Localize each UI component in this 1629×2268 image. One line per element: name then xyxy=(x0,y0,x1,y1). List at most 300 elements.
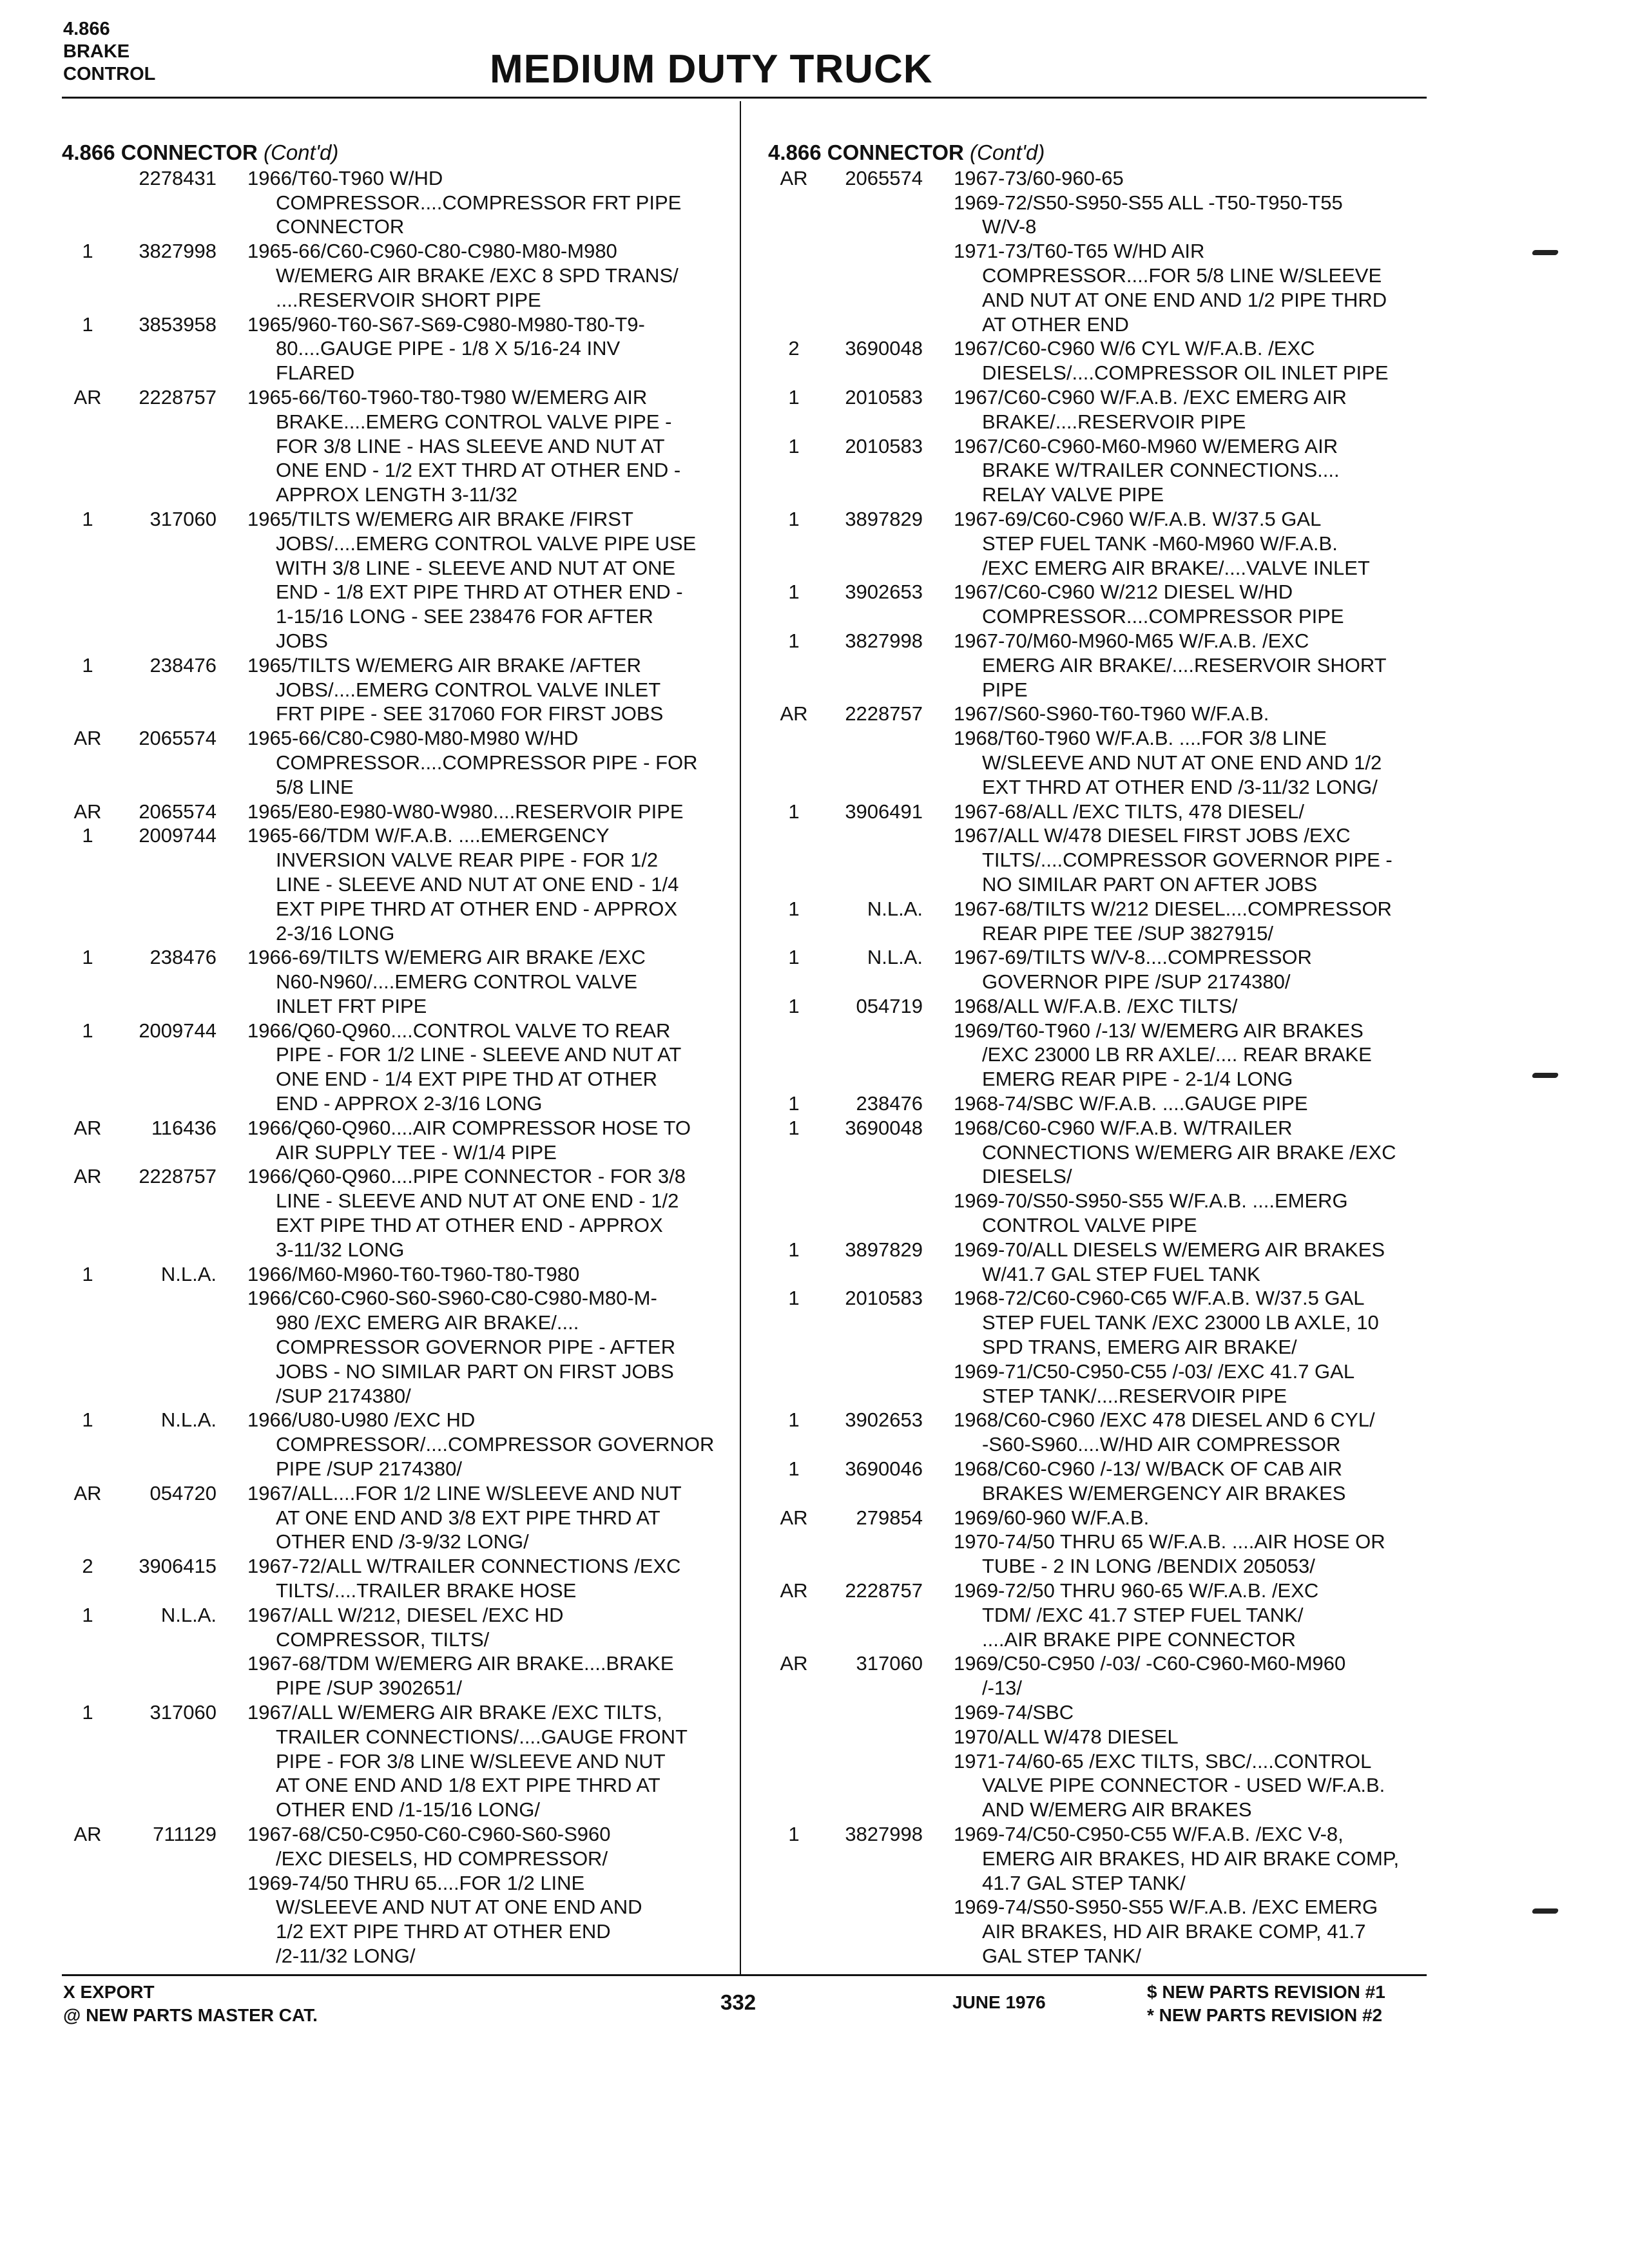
part-entry xyxy=(62,1408,726,1481)
description-line: 1967-68/C50-C950-C60-C960-S60-S960 xyxy=(247,1822,611,1845)
quantity: AR xyxy=(73,1165,102,1188)
part-number: 054720 xyxy=(149,1481,217,1504)
quantity: 1 xyxy=(788,434,800,457)
part-description xyxy=(954,897,1431,946)
description-line: ONE END - 1/2 EXT THRD AT OTHER END - xyxy=(276,459,681,482)
description-line: W/SLEEVE AND NUT AT ONE END AND 1/2 xyxy=(982,751,1382,774)
description-line: CONTROL VALVE PIPE xyxy=(982,1214,1197,1237)
description-line: INLET FRT PIPE xyxy=(276,994,427,1017)
part-description xyxy=(247,1481,724,1554)
description-line: 1967-68/TILTS W/212 DIESEL....COMPRESSOR xyxy=(954,897,1392,920)
quantity: 1 xyxy=(82,1408,93,1432)
quantity: 1 xyxy=(788,1238,800,1261)
footer-rule xyxy=(62,1974,1427,1976)
part-entry xyxy=(768,1408,1432,1457)
description-line: EXT PIPE THD AT OTHER END - APPROX xyxy=(276,1214,663,1237)
section-number: 4.866 xyxy=(63,19,110,39)
part-number: 2009744 xyxy=(139,824,217,847)
part-number: N.L.A. xyxy=(867,946,923,969)
part-number: 116436 xyxy=(151,1116,217,1139)
description-line: 1967/ALL W/212, DIESEL /EXC HD xyxy=(247,1603,564,1626)
page-title: MEDIUM DUTY TRUCK xyxy=(490,47,933,91)
part-number: 2010583 xyxy=(845,1287,923,1310)
description-line: 1967/ALL W/478 DIESEL FIRST JOBS /EXC xyxy=(954,824,1351,847)
description-line: TILTS/....TRAILER BRAKE HOSE xyxy=(276,1579,577,1602)
part-description xyxy=(954,1651,1431,1822)
part-description xyxy=(954,336,1431,385)
left-column xyxy=(62,140,726,1968)
part-number: 3902653 xyxy=(845,1408,923,1432)
part-entry xyxy=(768,580,1432,629)
description-line: BRAKE....EMERG CONTROL VALVE PIPE - xyxy=(276,410,672,433)
description-line: EXT PIPE THRD AT OTHER END - APPROX xyxy=(276,897,678,920)
description-line: 1/2 EXT PIPE THRD AT OTHER END xyxy=(276,1920,611,1943)
part-description xyxy=(954,800,1431,897)
left-heading-text: 4.866 CONNECTOR xyxy=(62,140,258,164)
description-line: 80....GAUGE PIPE - 1/8 X 5/16-24 INV xyxy=(276,337,621,360)
part-entry xyxy=(768,629,1432,702)
part-entry xyxy=(62,1554,726,1603)
part-entry xyxy=(62,1262,726,1408)
quantity: 1 xyxy=(82,1019,93,1042)
description-line: DIESELS/....COMPRESSOR OIL INLET PIPE xyxy=(982,361,1389,385)
description-line: AND NUT AT ONE END AND 1/2 PIPE THRD xyxy=(982,288,1387,311)
part-entry xyxy=(768,1116,1432,1238)
description-line: /EXC EMERG AIR BRAKE/....VALVE INLET xyxy=(982,556,1370,579)
description-line: VALVE PIPE CONNECTOR - USED W/F.A.B. xyxy=(982,1774,1385,1797)
part-number: N.L.A. xyxy=(867,897,923,920)
description-line: JOBS xyxy=(276,629,328,652)
quantity: AR xyxy=(73,1822,102,1845)
part-number: 279854 xyxy=(856,1506,923,1529)
footer-legend-left xyxy=(63,1981,318,2027)
right-heading-text: 4.866 CONNECTOR xyxy=(768,140,964,164)
description-line: GAL STEP TANK/ xyxy=(982,1944,1141,1967)
part-entry xyxy=(768,434,1432,507)
part-description xyxy=(247,1554,724,1603)
part-description xyxy=(247,1408,724,1481)
description-line: ONE END - 1/4 EXT PIPE THD AT OTHER xyxy=(276,1068,658,1091)
description-line: AT ONE END AND 3/8 EXT PIPE THRD AT xyxy=(276,1506,660,1529)
description-line: 1965-66/C80-C980-M80-M980 W/HD xyxy=(247,727,579,750)
part-number: 711129 xyxy=(153,1822,217,1845)
description-line: W/EMERG AIR BRAKE /EXC 8 SPD TRANS/ xyxy=(276,264,679,287)
right-column xyxy=(768,140,1432,1968)
description-line: 980 /EXC EMERG AIR BRAKE/.... xyxy=(276,1311,579,1334)
part-entry xyxy=(62,507,726,653)
part-entry xyxy=(62,1603,726,1700)
description-line: 1966-69/TILTS W/EMERG AIR BRAKE /EXC xyxy=(247,946,646,969)
footer-catalog-note: @ NEW PARTS MASTER CAT. xyxy=(63,2005,318,2025)
description-line: ....RESERVOIR SHORT PIPE xyxy=(276,288,541,311)
description-line: /SUP 2174380/ xyxy=(276,1384,411,1407)
description-line: 1969/60-960 W/F.A.B. xyxy=(954,1506,1150,1529)
description-line: 1966/T60-T960 W/HD xyxy=(247,166,443,189)
description-line: OTHER END /1-15/16 LONG/ xyxy=(276,1798,541,1821)
part-entry xyxy=(768,507,1432,580)
part-number: 3897829 xyxy=(845,1238,923,1261)
part-description xyxy=(954,1822,1431,1968)
part-entry xyxy=(62,1822,726,1968)
right-heading-contd: (Cont'd) xyxy=(970,140,1045,164)
description-line: 1965-66/C60-C960-C80-C980-M80-M980 xyxy=(247,240,617,263)
part-number: 2228757 xyxy=(845,702,923,726)
description-line: 1967-72/ALL W/TRAILER CONNECTIONS /EXC xyxy=(247,1555,681,1578)
description-line: 1966/Q60-Q960....CONTROL VALVE TO REAR xyxy=(247,1019,671,1042)
part-number: 3853958 xyxy=(139,312,217,336)
description-line: FRT PIPE - SEE 317060 FOR FIRST JOBS xyxy=(276,702,664,726)
part-number: 3897829 xyxy=(845,507,923,530)
description-line: 1966/C60-C960-S60-S960-C80-C980-M80-M- xyxy=(247,1287,657,1310)
quantity: 1 xyxy=(788,1822,800,1845)
description-line: 1970/ALL W/478 DIESEL xyxy=(954,1725,1179,1748)
quantity: AR xyxy=(73,727,102,750)
part-entry xyxy=(768,1651,1432,1822)
description-line: 2-3/16 LONG xyxy=(276,921,395,945)
part-description xyxy=(954,1457,1431,1506)
part-description xyxy=(954,385,1431,434)
footer-legend-right xyxy=(1147,1981,1385,2027)
part-description xyxy=(247,507,724,653)
part-description xyxy=(247,945,724,1018)
page-number: 332 xyxy=(720,1990,757,2014)
quantity: 2 xyxy=(82,1555,93,1578)
description-line: 1969/C50-C950 /-03/ -C60-C960-M60-M960 xyxy=(954,1652,1346,1675)
quantity: 1 xyxy=(788,1092,800,1115)
quantity: AR xyxy=(780,1506,808,1529)
part-entry xyxy=(768,166,1432,337)
description-line: OTHER END /3-9/32 LONG/ xyxy=(276,1530,529,1553)
part-entry xyxy=(62,823,726,945)
part-description xyxy=(954,994,1431,1091)
part-entry xyxy=(62,239,726,312)
right-parts-list xyxy=(768,166,1432,1968)
description-line: WITH 3/8 LINE - SLEEVE AND NUT AT ONE xyxy=(276,556,676,579)
part-description xyxy=(247,166,724,239)
part-number: 3827998 xyxy=(845,1822,923,1845)
quantity: AR xyxy=(73,1116,102,1139)
description-line: COMPRESSOR....COMPRESSOR PIPE - FOR xyxy=(276,751,698,774)
description-line: BRAKES W/EMERGENCY AIR BRAKES xyxy=(982,1481,1346,1504)
description-line: LINE - SLEEVE AND NUT AT ONE END - 1/2 xyxy=(276,1189,679,1213)
description-line: JOBS/....EMERG CONTROL VALVE INLET xyxy=(276,678,661,701)
part-number: N.L.A. xyxy=(160,1262,217,1285)
part-number: 2228757 xyxy=(139,385,217,408)
quantity: AR xyxy=(780,166,808,189)
part-entry xyxy=(768,1286,1432,1408)
description-line: 1966/M60-M960-T60-T960-T80-T980 xyxy=(247,1262,580,1285)
part-entry xyxy=(768,1506,1432,1579)
description-line: EMERG AIR BRAKES, HD AIR BRAKE COMP, xyxy=(982,1847,1400,1870)
description-line: AT OTHER END xyxy=(982,312,1129,336)
quantity: AR xyxy=(780,1652,808,1675)
description-line: EXT THRD AT OTHER END /3-11/32 LONG/ xyxy=(982,775,1378,798)
description-line: 1969-71/C50-C950-C55 /-03/ /EXC 41.7 GAL xyxy=(954,1360,1355,1383)
description-line: RELAY VALVE PIPE xyxy=(982,483,1164,506)
part-description xyxy=(247,1603,724,1700)
quantity: 1 xyxy=(82,1603,93,1626)
part-description xyxy=(247,1019,724,1116)
part-entry xyxy=(62,166,726,239)
part-entry xyxy=(768,1822,1432,1968)
description-line: 1967/C60-C960 W/6 CYL W/F.A.B. /EXC xyxy=(954,337,1315,360)
quantity: 1 xyxy=(788,629,800,652)
right-section-heading xyxy=(768,140,1432,165)
part-number: 2065574 xyxy=(845,166,923,189)
description-line: 1969-74/S50-S950-S55 W/F.A.B. /EXC EMERG xyxy=(954,1896,1378,1919)
part-description xyxy=(954,1506,1431,1579)
description-line: CONNECTIONS W/EMERG AIR BRAKE /EXC xyxy=(982,1140,1396,1164)
description-line: 1967-68/TDM W/EMERG AIR BRAKE....BRAKE xyxy=(247,1652,674,1675)
description-line: EMERG REAR PIPE - 2-1/4 LONG xyxy=(982,1068,1293,1091)
description-line: TILTS/....COMPRESSOR GOVERNOR PIPE - xyxy=(982,849,1393,872)
description-line: COMPRESSOR....COMPRESSOR FRT PIPE xyxy=(276,191,682,214)
quantity: 1 xyxy=(82,1262,93,1285)
part-number: 2010583 xyxy=(845,434,923,457)
description-line: 1967-69/C60-C960 W/F.A.B. W/37.5 GAL xyxy=(954,507,1322,530)
description-line: 1968-74/SBC W/F.A.B. ....GAUGE PIPE xyxy=(954,1092,1308,1115)
revision-mark-icon xyxy=(1532,250,1559,255)
description-line: EMERG AIR BRAKE/....RESERVOIR SHORT xyxy=(982,653,1387,677)
part-entry xyxy=(62,653,726,726)
description-line: STEP FUEL TANK /EXC 23000 LB AXLE, 10 xyxy=(982,1311,1379,1334)
description-line: /EXC 23000 LB RR AXLE/.... REAR BRAKE xyxy=(982,1043,1372,1066)
quantity: AR xyxy=(73,385,102,408)
part-number: 3690048 xyxy=(845,1116,923,1139)
part-description xyxy=(247,1116,724,1165)
part-number: 2228757 xyxy=(139,1165,217,1188)
quantity: 1 xyxy=(788,581,800,604)
part-entry xyxy=(62,800,726,824)
section-name-line1: BRAKE xyxy=(63,41,130,62)
quantity: 1 xyxy=(82,824,93,847)
description-line: 1967/ALL W/EMERG AIR BRAKE /EXC TILTS, xyxy=(247,1701,662,1724)
description-line: PIPE xyxy=(982,678,1028,701)
description-line: 1967/C60-C960 W/F.A.B. /EXC EMERG AIR xyxy=(954,385,1347,408)
description-line: DIESELS/ xyxy=(982,1165,1072,1188)
quantity: 1 xyxy=(788,1116,800,1139)
header-rule xyxy=(62,97,1427,99)
revision-mark-icon xyxy=(1532,1073,1559,1078)
description-line: INVERSION VALVE REAR PIPE - FOR 1/2 xyxy=(276,849,659,872)
part-entry xyxy=(62,1164,726,1262)
section-name-line2: CONTROL xyxy=(63,64,156,84)
part-number: 238476 xyxy=(856,1092,923,1115)
description-line: 1969-74/C50-C950-C55 W/F.A.B. /EXC V-8, xyxy=(954,1822,1344,1845)
part-entry xyxy=(768,1579,1432,1651)
description-line: 1968-72/C60-C960-C65 W/F.A.B. W/37.5 GAL xyxy=(954,1287,1365,1310)
description-line: 1967/C60-C960-M60-M960 W/EMERG AIR xyxy=(954,434,1338,457)
description-line: 1967-70/M60-M960-M65 W/F.A.B. /EXC xyxy=(954,629,1309,652)
description-line: 1967-69/TILTS W/V-8....COMPRESSOR xyxy=(954,946,1312,969)
part-entry xyxy=(62,1019,726,1116)
publication-date: JUNE 1976 xyxy=(952,1992,1046,2012)
description-line: /-13/ xyxy=(982,1677,1023,1700)
description-line: CONNECTOR xyxy=(276,215,405,238)
part-number: 238476 xyxy=(149,653,217,677)
description-line: 1965-66/T60-T960-T80-T980 W/EMERG AIR xyxy=(247,385,648,408)
part-entry xyxy=(62,1481,726,1554)
part-description xyxy=(247,653,724,726)
description-line: -S60-S960....W/HD AIR COMPRESSOR xyxy=(982,1433,1341,1456)
description-line: 1966/Q60-Q960....AIR COMPRESSOR HOSE TO xyxy=(247,1116,691,1139)
part-number: 317060 xyxy=(149,507,217,530)
quantity: 1 xyxy=(788,800,800,823)
part-number: 3690048 xyxy=(845,337,923,360)
part-description xyxy=(247,385,724,507)
description-line: 1966/U80-U980 /EXC HD xyxy=(247,1408,476,1432)
description-line: NO SIMILAR PART ON AFTER JOBS xyxy=(982,872,1318,896)
part-description xyxy=(247,726,724,799)
description-line: 1968/T60-T960 W/F.A.B. ....FOR 3/8 LINE xyxy=(954,727,1327,750)
part-entry xyxy=(768,945,1432,994)
description-line: STEP FUEL TANK -M60-M960 W/F.A.B. xyxy=(982,532,1338,555)
description-line: 1965/TILTS W/EMERG AIR BRAKE /AFTER xyxy=(247,653,641,677)
part-number: 2010583 xyxy=(845,385,923,408)
part-description xyxy=(247,1262,724,1408)
description-line: 1968/C60-C960 W/F.A.B. W/TRAILER xyxy=(954,1116,1293,1139)
part-entry xyxy=(768,800,1432,897)
part-number: 238476 xyxy=(149,946,217,969)
part-entry xyxy=(62,1700,726,1822)
description-line: AND W/EMERG AIR BRAKES xyxy=(982,1798,1252,1821)
part-entry xyxy=(62,1116,726,1165)
quantity: 1 xyxy=(82,946,93,969)
description-line: BRAKE/....RESERVOIR PIPE xyxy=(982,410,1246,433)
left-parts-list xyxy=(62,166,726,1968)
description-line: REAR PIPE TEE /SUP 3827915/ xyxy=(982,921,1274,945)
part-description xyxy=(247,823,724,945)
part-number: 3902653 xyxy=(845,581,923,604)
part-number: 2228757 xyxy=(845,1579,923,1602)
description-line: PIPE /SUP 2174380/ xyxy=(276,1457,462,1481)
description-line: JOBS/....EMERG CONTROL VALVE PIPE USE xyxy=(276,532,697,555)
part-description xyxy=(247,1822,724,1968)
description-line: COMPRESSOR, TILTS/ xyxy=(276,1628,490,1651)
description-line: W/SLEEVE AND NUT AT ONE END AND xyxy=(276,1896,642,1919)
description-line: 1-15/16 LONG - SEE 238476 FOR AFTER xyxy=(276,605,653,628)
description-line: 1968/C60-C960 /EXC 478 DIESEL AND 6 CYL/ xyxy=(954,1408,1375,1432)
part-entry xyxy=(768,1238,1432,1287)
part-entry xyxy=(768,1091,1432,1116)
description-line: 1965/960-T60-S67-S69-C980-M980-T80-T9- xyxy=(247,312,645,336)
part-number: 317060 xyxy=(149,1701,217,1724)
section-label xyxy=(63,18,155,86)
quantity: AR xyxy=(780,1579,808,1602)
part-description xyxy=(954,580,1431,629)
quantity: 1 xyxy=(82,653,93,677)
part-entry xyxy=(768,897,1432,946)
part-entry xyxy=(768,702,1432,799)
part-number: 3906491 xyxy=(845,800,923,823)
part-description xyxy=(954,1579,1431,1651)
part-description xyxy=(954,166,1431,337)
part-description xyxy=(247,1700,724,1822)
description-line: N60-N960/....EMERG CONTROL VALVE xyxy=(276,970,638,994)
description-line: 1969-74/SBC xyxy=(954,1701,1074,1724)
description-line: FOR 3/8 LINE - HAS SLEEVE AND NUT AT xyxy=(276,434,665,457)
quantity: 1 xyxy=(788,994,800,1017)
part-number: 2065574 xyxy=(139,800,217,823)
description-line: 1969-72/S50-S950-S55 ALL -T50-T950-T55 xyxy=(954,191,1343,214)
description-line: BRAKE W/TRAILER CONNECTIONS.... xyxy=(982,459,1340,482)
description-line: 3-11/32 LONG xyxy=(276,1238,405,1261)
description-line: /2-11/32 LONG/ xyxy=(276,1944,416,1967)
part-number: 2065574 xyxy=(139,727,217,750)
part-number: N.L.A. xyxy=(160,1408,217,1432)
description-line: 1966/Q60-Q960....PIPE CONNECTOR - FOR 3/8 xyxy=(247,1165,686,1188)
part-description xyxy=(954,945,1431,994)
part-description xyxy=(954,434,1431,507)
description-line: STEP TANK/....RESERVOIR PIPE xyxy=(982,1384,1287,1407)
part-description xyxy=(954,1408,1431,1457)
description-line: /EXC DIESELS, HD COMPRESSOR/ xyxy=(276,1847,608,1870)
description-line: PIPE /SUP 3902651/ xyxy=(276,1677,462,1700)
description-line: TDM/ /EXC 41.7 STEP FUEL TANK/ xyxy=(982,1603,1304,1626)
part-entry xyxy=(768,336,1432,385)
part-number: 2009744 xyxy=(139,1019,217,1042)
quantity: 1 xyxy=(82,312,93,336)
description-line: AIR BRAKES, HD AIR BRAKE COMP, 41.7 xyxy=(982,1920,1366,1943)
description-line: TRAILER CONNECTIONS/....GAUGE FRONT xyxy=(276,1725,688,1748)
description-line: 1967/S60-S960-T60-T960 W/F.A.B. xyxy=(954,702,1269,726)
part-description xyxy=(954,1116,1431,1238)
quantity: 1 xyxy=(788,1408,800,1432)
description-line: W/41.7 GAL STEP FUEL TANK xyxy=(982,1262,1260,1285)
part-entry xyxy=(768,994,1432,1091)
part-entry xyxy=(62,945,726,1018)
description-line: 1965-66/TDM W/F.A.B. ....EMERGENCY xyxy=(247,824,610,847)
description-line: AIR SUPPLY TEE - W/1/4 PIPE xyxy=(276,1140,557,1164)
description-line: FLARED xyxy=(276,361,355,385)
part-description xyxy=(247,1164,724,1262)
part-number: N.L.A. xyxy=(160,1603,217,1626)
part-description xyxy=(954,507,1431,580)
part-entry xyxy=(768,1457,1432,1506)
description-line: 1971-74/60-65 /EXC TILTS, SBC/....CONTROL xyxy=(954,1749,1372,1773)
part-description xyxy=(954,1286,1431,1408)
description-line: 1969-72/50 THRU 960-65 W/F.A.B. /EXC xyxy=(954,1579,1319,1602)
part-description xyxy=(954,702,1431,799)
quantity: 1 xyxy=(788,385,800,408)
description-line: 1968/ALL W/F.A.B. /EXC TILTS/ xyxy=(954,994,1238,1017)
left-section-heading xyxy=(62,140,726,165)
description-line: ....AIR BRAKE PIPE CONNECTOR xyxy=(982,1628,1296,1651)
part-number: 3906415 xyxy=(139,1555,217,1578)
description-line: COMPRESSOR....COMPRESSOR PIPE xyxy=(982,605,1344,628)
part-description xyxy=(247,800,724,824)
description-line: 1969-74/50 THRU 65....FOR 1/2 LINE xyxy=(247,1871,585,1894)
quantity: 1 xyxy=(788,897,800,920)
description-line: COMPRESSOR GOVERNOR PIPE - AFTER xyxy=(276,1336,676,1359)
quantity: 1 xyxy=(82,240,93,263)
part-description xyxy=(954,629,1431,702)
part-number: 3827998 xyxy=(845,629,923,652)
description-line: 1969-70/ALL DIESELS W/EMERG AIR BRAKES xyxy=(954,1238,1385,1261)
left-heading-contd: (Cont'd) xyxy=(264,140,339,164)
description-line: 1969-70/S50-S950-S55 W/F.A.B. ....EMERG xyxy=(954,1189,1348,1213)
description-line: 1971-73/T60-T65 W/HD AIR xyxy=(954,240,1205,263)
description-line: PIPE - FOR 3/8 LINE W/SLEEVE AND NUT xyxy=(276,1749,666,1773)
description-line: 1968/C60-C960 /-13/ W/BACK OF CAB AIR xyxy=(954,1457,1343,1481)
description-line: END - APPROX 2-3/16 LONG xyxy=(276,1092,543,1115)
description-line: 1965/TILTS W/EMERG AIR BRAKE /FIRST xyxy=(247,507,633,530)
description-line: PIPE - FOR 1/2 LINE - SLEEVE AND NUT AT xyxy=(276,1043,682,1066)
description-line: 1965/E80-E980-W80-W980....RESERVOIR PIPE xyxy=(247,800,684,823)
part-entry xyxy=(62,726,726,799)
quantity: 1 xyxy=(788,1457,800,1481)
footer-revision-2: * NEW PARTS REVISION #2 xyxy=(1147,2005,1383,2025)
